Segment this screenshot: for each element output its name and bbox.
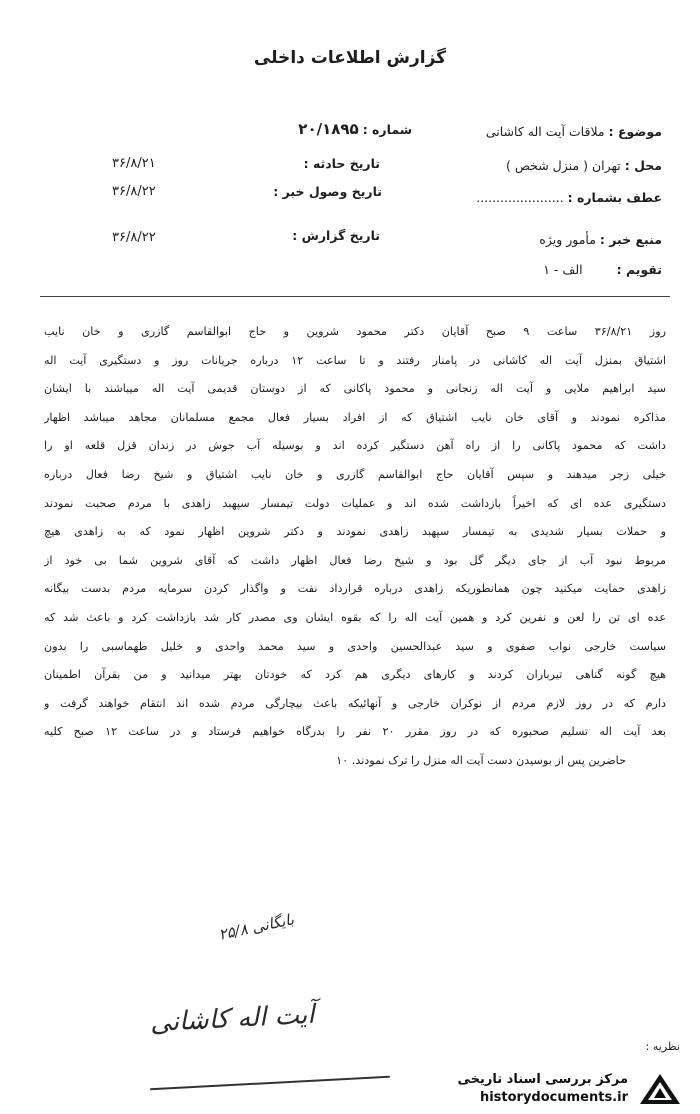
- received-date-value: ۳۶/۸/۲۲: [112, 184, 156, 199]
- source-value: مأمور ویژه: [539, 232, 596, 247]
- body-line: عده ای تن را لعن و نفرین کرد و همین آیت اله را که بقوه ایشان وی مصدر کار شد بازداشت کرد و باعث شد که: [44, 610, 666, 624]
- body-line: مذاکره نمودند و آقای خان نایب اشتیاق که از افراد بسیار فعال مجمع مسلمانان مجاهد میباشد اظهار: [44, 410, 666, 424]
- place-value: تهران ( منزل شخص ): [506, 158, 621, 173]
- body-line: سید ابراهیم ملایی و آیت اله زنجانی و محمود پاکانی که از دوستان قدیمی آیت اله میباشند با ایشان: [44, 382, 666, 396]
- header-divider: [40, 296, 670, 297]
- body-line: سیاست خارجی نواب صفوی و سید عبدالحسین واحدی و سید محمد واحدی و خلیل طهماسبی را بدون: [44, 639, 666, 653]
- subject-value: ملاقات آیت اله کاشانی: [485, 124, 605, 139]
- place-field: [506, 158, 662, 173]
- grading-field: [543, 262, 662, 277]
- report-date-label: تاریخ گزارش :: [292, 228, 380, 243]
- watermark: [414, 1070, 690, 1110]
- grading-value: الف - ۱: [543, 262, 583, 277]
- reference-label: عطف بشماره :: [567, 190, 662, 205]
- signature-underline: [150, 1076, 390, 1091]
- reference-value: ......................: [476, 190, 564, 205]
- watermark-en: historydocuments.ir: [479, 1090, 628, 1105]
- report-date-value: ۳۶/۸/۲۲: [112, 230, 156, 245]
- body-line: و حملات بسیار شدیدی به تیمسار سپهبد زاهدی نمودند و دکتر شروین اظهار نمود که به زاهدی هیچ: [44, 525, 666, 539]
- signature: آیت اله کاشانی: [149, 999, 316, 1039]
- body-line: زاهدی حمایت میکنید چون همانطوریکه زاهدی درباره قرارداد نفت و واگذار کردن سرمایه مردم بدست بیگانه: [44, 582, 666, 596]
- report-number-value: ۲۰/۱۸۹۵: [298, 120, 359, 138]
- received-date-label: تاریخ وصول خبر :: [273, 184, 382, 199]
- source-label: منبع خبر :: [599, 232, 662, 247]
- reference-field: [476, 190, 662, 205]
- report-number-label: شماره :: [362, 122, 412, 137]
- body-line: هیچ گونه گناهی تیرباران کردند و کارهای دیگری هم کرد که خودتان بهتر میدانید و من بقرآن اطمینان: [44, 668, 666, 682]
- body-line: بعد آیت اله تسلیم صحبوره که در روز مقرر ۲۰ نفر را بدرگاه خواهیم فرستاد و در ساعت ۱۲ صبح کلیه: [44, 725, 666, 739]
- event-date-label: تاریخ حادثه :: [303, 156, 380, 171]
- body-line: دارم که در روز لازم مردم از نوکران خارجی و آنهائیکه باعث بیچارگی مردم شده اند انتقام خواهند گرفت و: [44, 696, 666, 710]
- report-number: [298, 120, 412, 138]
- body-line: حاضرین پس از بوسیدن دست آیت اله منزل را ترک نمودند. ۱۰: [336, 753, 626, 767]
- event-date-value: ۳۶/۸/۲۱: [112, 156, 156, 171]
- body-line: دستگیری عده ای که اخیراً بازداشت شده اند و عملیات دولت تیمسار سپهبد زاهدی با مردم صحبت نمودند: [44, 496, 666, 510]
- body-line: مربوط نبود آب از جای دیگر گل بود و شیخ رضا فعال اظهار داشت که آقای شروین شما بی خود از: [44, 553, 666, 567]
- place-label: محل :: [624, 158, 662, 173]
- report-title: گزارش اطلاعات داخلی: [253, 48, 447, 68]
- body-line: روز ۳۶/۸/۲۱ ساعت ۹ صبح آقایان دکتر محمود شروین و حاج ابوالقاسم گازری و خان نایب: [44, 325, 666, 338]
- comment-label: نظریه :: [645, 1040, 680, 1053]
- subject-field: [486, 124, 662, 139]
- handwritten-note: بایگانی ۲۵/۸: [216, 910, 296, 944]
- body-line: داشت که محمود پاکانی را از راه آهن دستگیر کرده اند و بوسیله آب جوش در زندان قزل قلعه او را: [44, 439, 666, 453]
- watermark-fa: مرکز بررسی اسناد تاریخی: [457, 1072, 628, 1087]
- body-line: اشتیاق بمنزل آیت اله کاشانی در پامنار رفتند و تا ساعت ۱۲ درباره جریانات روز و دستگیری آیت اله: [44, 353, 666, 367]
- grading-label: تقویم :: [616, 262, 662, 277]
- body-line: خیلی زجر میدهند و سپس آقایان حاج ابوالقاسم گازری و خان نایب اشتیاق و شیخ رضا فعال درباره: [44, 467, 666, 481]
- report-body: [44, 318, 666, 776]
- subject-label: موضوع :: [608, 124, 662, 139]
- archive-logo-icon: [634, 1070, 686, 1110]
- source-field: [539, 232, 662, 247]
